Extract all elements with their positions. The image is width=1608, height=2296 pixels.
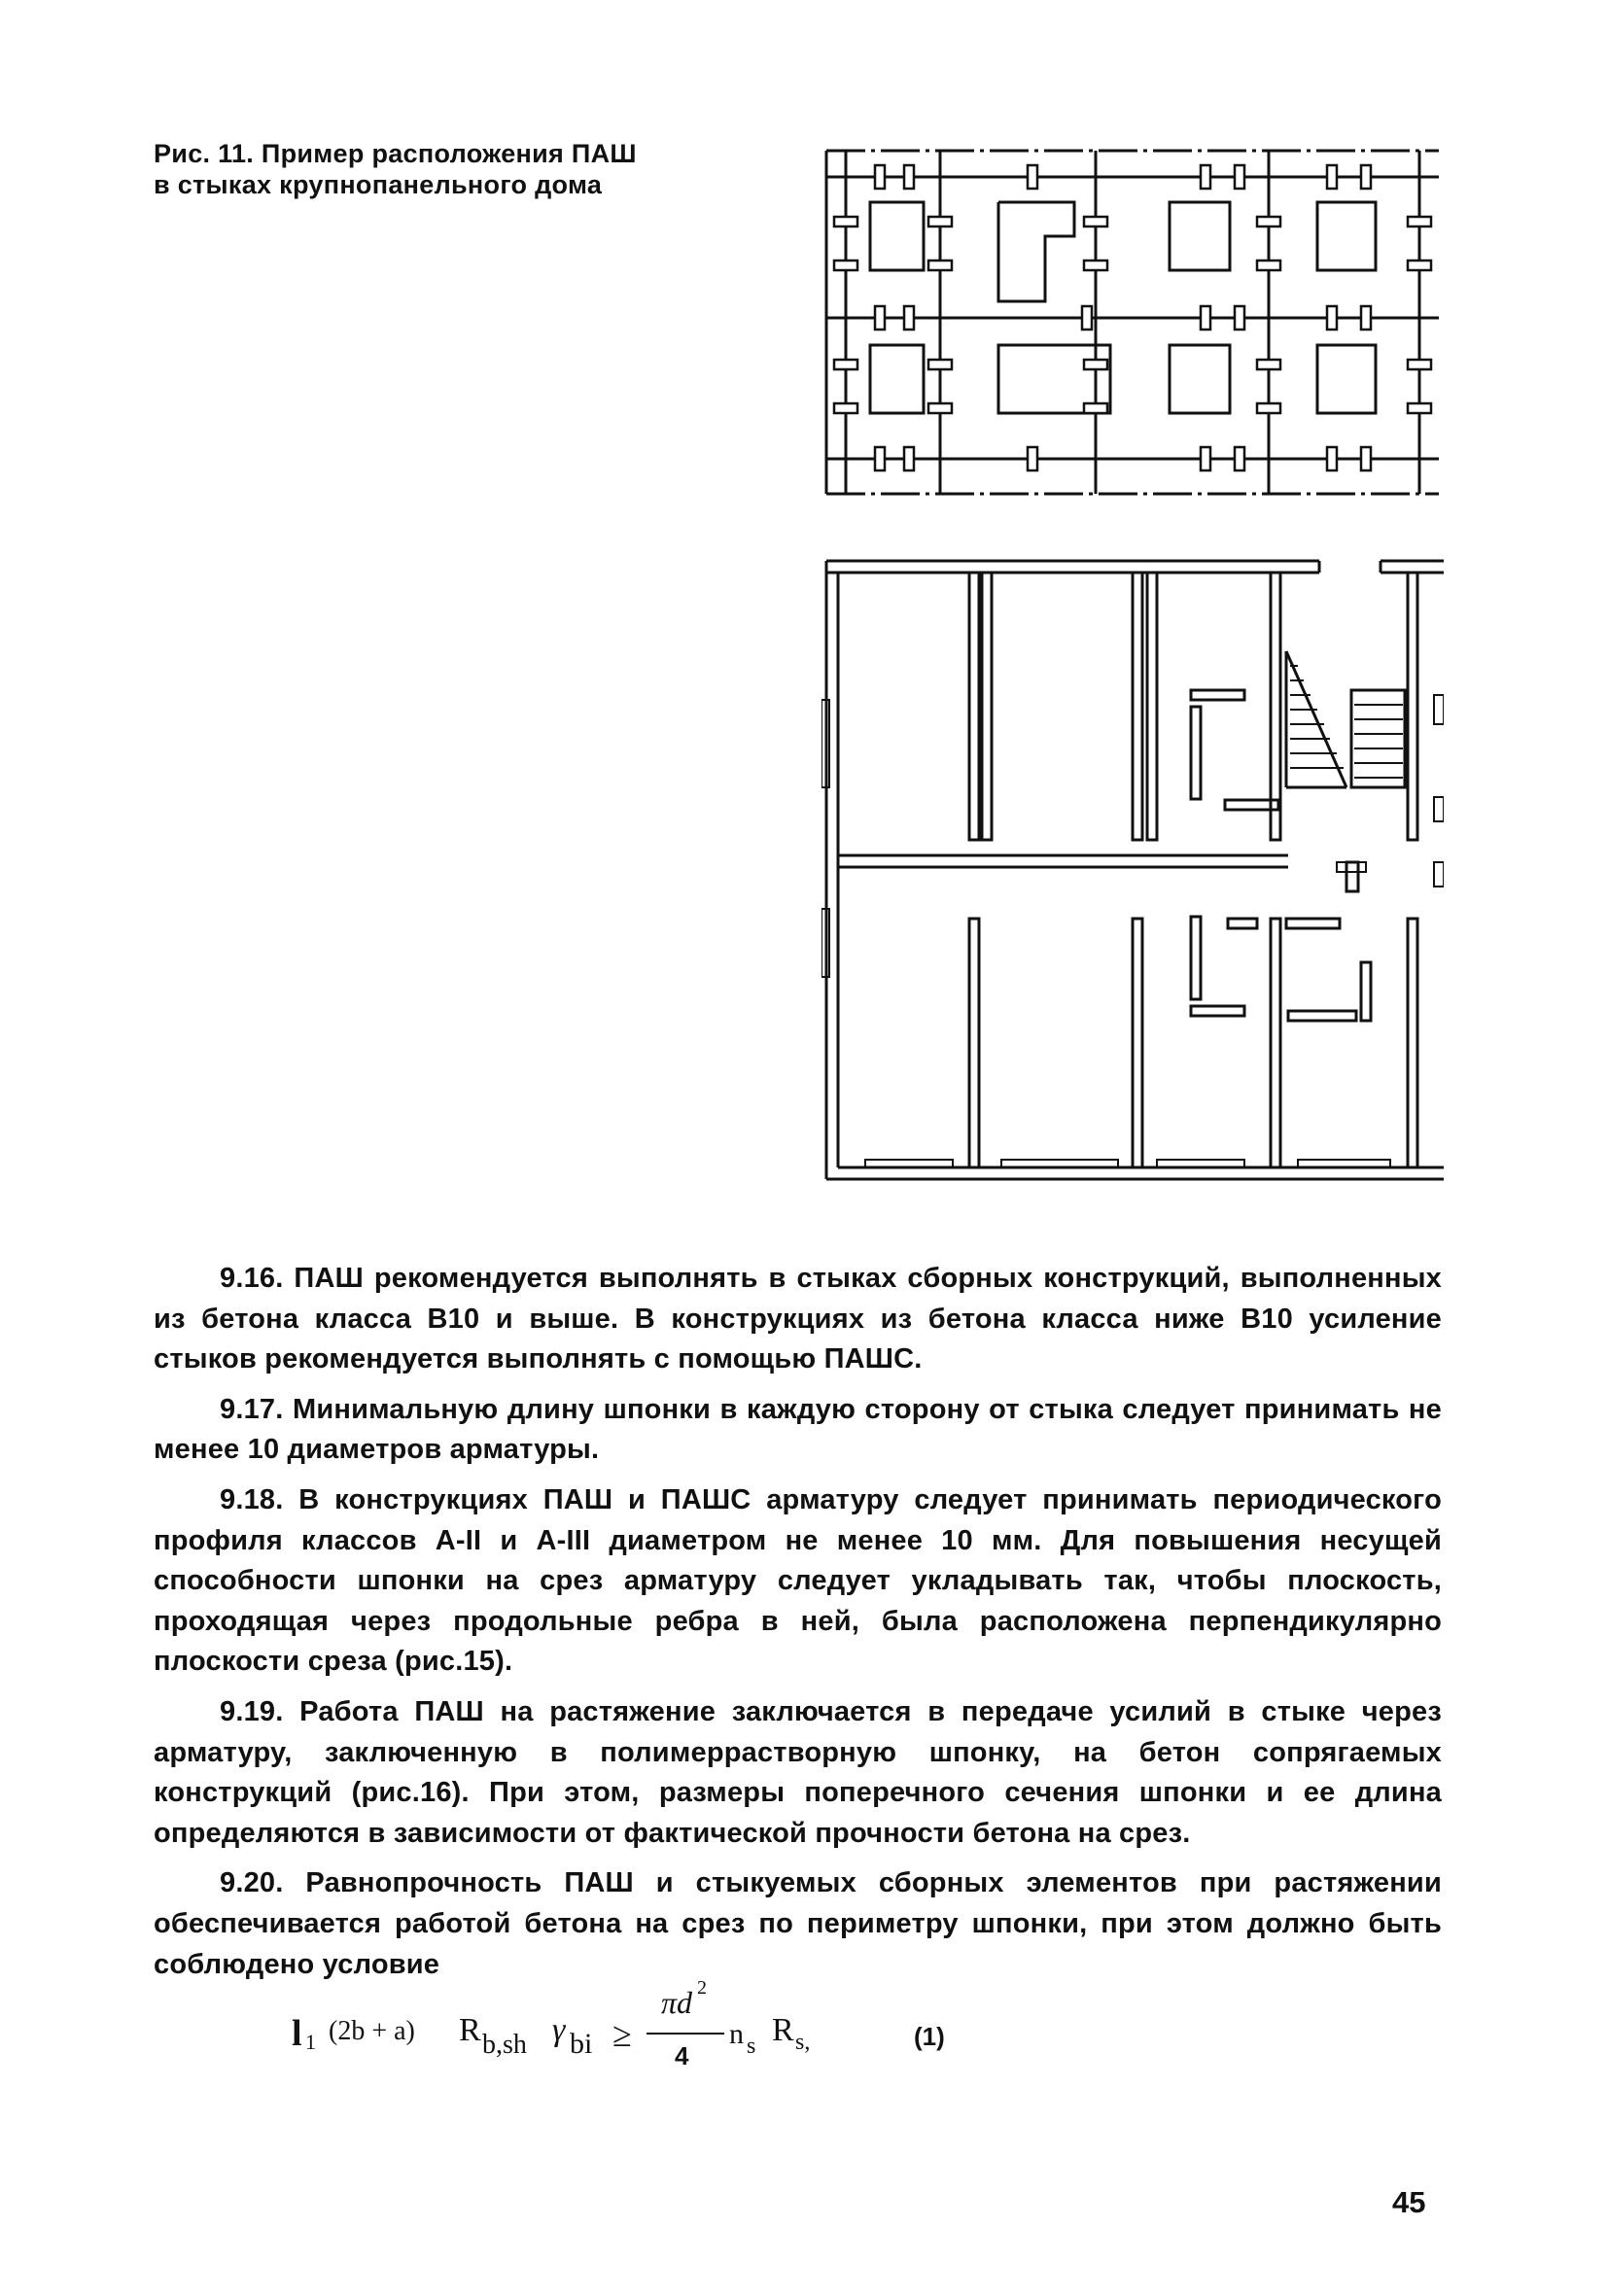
paragraph-text: Минимальную длину шпонки в каждую сторону от стыка следует принимать не менее 10 диаметров арматуры. (154, 1393, 1442, 1466)
formula-n: n (729, 2018, 744, 2050)
equation-number: (1) (914, 2022, 945, 2051)
paragraph-text: В конструкциях ПАШ и ПАШС арматуру следует принимать периодического профиля классов А-II и А-III диаметром не менее 10 мм. Для повышения несущей способности шпонки на срез арматуру следует укладывать так, чтобы плоскость, проходящая через продольные ребра в ней, была расположена перпендикулярно плоскости среза (рис.15). (154, 1483, 1442, 1678)
paragraph-9-18 (154, 1480, 1442, 1683)
fraction-bar (647, 2033, 724, 2035)
paragraph-number: 9.18. (220, 1483, 284, 1515)
formula-numerator: πd (661, 1985, 693, 2020)
paragraph-text: ПАШ рекомендуется выполнять в стыках сборных конструкций, выполненных из бетона класса В10 и выше. В конструкциях из бетона класса ниже В10 усиление стыков рекомендуется выполнять с помощью ПАШС. (154, 1263, 1442, 1375)
formula-Rs-sub: s, (795, 2030, 811, 2055)
paragraph-number: 9.20. (220, 1867, 284, 1899)
paragraph-number: 9.16. (220, 1263, 284, 1294)
floor-plan-diagram (821, 549, 1444, 1196)
paragraph-9-16 (154, 1259, 1442, 1380)
formula-factor: (2b + a) (329, 2016, 415, 2046)
figure-caption-line2: в стыках крупнопанельного дома (154, 170, 603, 199)
paragraph-text: Равнопрочность ПАШ и стыкуемых сборных элементов при растяжении обеспечивается работой бетона на срез по периметру шпонки, при этом должно быть соблюдено условие (154, 1867, 1442, 1980)
formula-numerator-sup: 2 (697, 1977, 707, 1999)
formula-l: l (292, 2013, 302, 2054)
figure-caption-line1: Рис. 11. Пример расположения ПАШ (154, 139, 637, 168)
panel-joint-layout-diagram (821, 136, 1444, 501)
paragraph-9-17 (154, 1390, 1442, 1471)
formula-gamma: γ (552, 2012, 566, 2048)
formula-n-sub: s (747, 2034, 756, 2059)
formula-Rs: R (772, 2012, 794, 2048)
paragraph-number: 9.19. (220, 1695, 284, 1727)
formula-R-sub: b,sh (482, 2030, 527, 2060)
figure-caption (154, 138, 737, 200)
paragraph-text: Работа ПАШ на растяжение заключается в передаче усилий в стыке через арматуру, заключенную в полимеррастворную шпонку, на бетон сопрягаемых конструкций (рис.16). При этом, размеры поперечного сечения шпонки и ее длина определяются в зависимости от фактической прочности бетона на срез. (154, 1695, 1442, 1849)
formula-1 (292, 1977, 1167, 2092)
paragraph-number: 9.17. (220, 1393, 284, 1425)
formula-geq: ≥ (612, 2015, 632, 2054)
paragraph-9-19 (154, 1692, 1442, 1854)
formula-gamma-sub: bi (570, 2028, 593, 2060)
formula-R: R (459, 2012, 481, 2048)
formula-l-sub: 1 (305, 2030, 316, 2054)
paragraph-9-20 (154, 1863, 1442, 1985)
page-number: 45 (1392, 2185, 1426, 2219)
formula-denominator: 4 (675, 2041, 689, 2070)
body-text (154, 1259, 1442, 1995)
